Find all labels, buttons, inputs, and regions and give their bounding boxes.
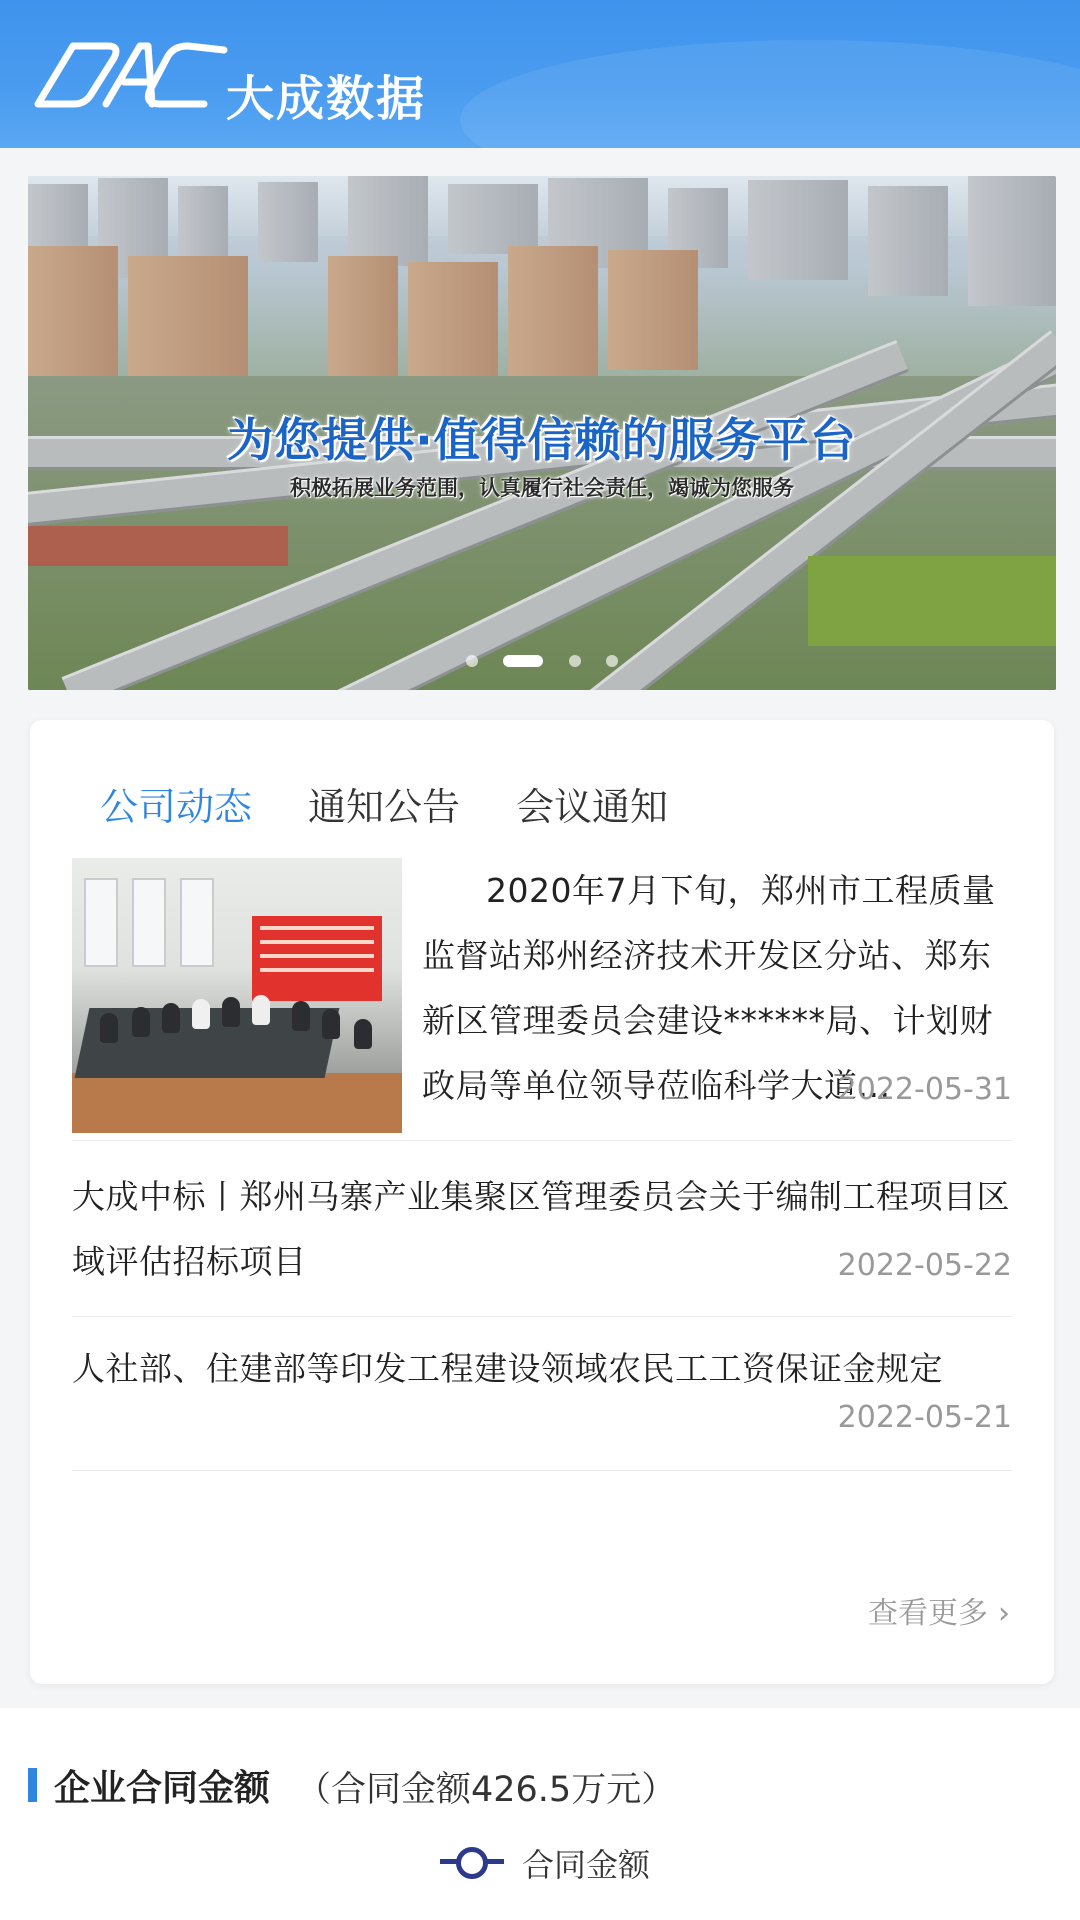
section-subtitle: （合同金额426.5万元）	[296, 1770, 677, 1810]
banner-carousel[interactable]	[28, 176, 1056, 690]
news-card	[30, 720, 1054, 1684]
header-decoration	[460, 40, 1080, 148]
legend-marker-icon	[456, 1847, 488, 1879]
carousel-dot[interactable]	[569, 655, 581, 667]
featured-news-date: 2022-05-31	[837, 1072, 1012, 1107]
featured-news-item[interactable]	[72, 858, 1012, 1158]
view-more-label: 查看更多	[868, 1596, 988, 1631]
carousel-dot[interactable]	[466, 655, 478, 667]
tab-company-news[interactable]: 公司动态	[100, 785, 253, 829]
news-thumbnail-image[interactable]	[72, 858, 402, 1133]
section-title: 企业合同金额	[54, 1768, 271, 1809]
divider	[72, 1140, 1012, 1141]
legend-label: 合同金额	[522, 1846, 651, 1884]
logo-icon	[28, 34, 228, 114]
logo-text: 大成数据	[226, 71, 427, 127]
chevron-right-icon: ›	[998, 1596, 1010, 1631]
news-item-title[interactable]: 人社部、住建部等印发工程建设领域农民工工资保证金规定	[72, 1349, 943, 1388]
view-more-link[interactable]	[868, 1588, 1010, 1632]
divider	[72, 1316, 1012, 1317]
banner-title: 为您提供·值得信赖的服务平台	[227, 413, 857, 467]
banner-subtitle: 积极拓展业务范围，认真履行社会责任，竭诚为您服务	[290, 476, 794, 500]
news-item-date: 2022-05-22	[837, 1248, 1012, 1283]
app-header	[0, 0, 1080, 148]
featured-news-text[interactable]: 2020年7月下旬，郑州市工程质量监督站郑州经济技术开发区分站、郑东新区管理委员会建设******局、计划财政局等单位领导莅临科学大道...	[422, 871, 996, 1105]
news-item-date: 2022-05-21	[837, 1400, 1012, 1435]
carousel-dot-active[interactable]	[503, 655, 543, 667]
tab-notices[interactable]: 通知公告	[308, 785, 461, 829]
contract-amount-section	[0, 1708, 1080, 1920]
tab-meeting-notices[interactable]: 会议通知	[516, 785, 669, 829]
section-accent-bar	[28, 1768, 37, 1802]
news-item-title[interactable]: 大成中标丨郑州马寨产业集聚区管理委员会关于编制工程项目区域评估招标项目	[72, 1177, 1010, 1281]
carousel-indicator	[28, 650, 1056, 669]
carousel-dot[interactable]	[606, 655, 618, 667]
divider	[72, 1470, 1012, 1471]
